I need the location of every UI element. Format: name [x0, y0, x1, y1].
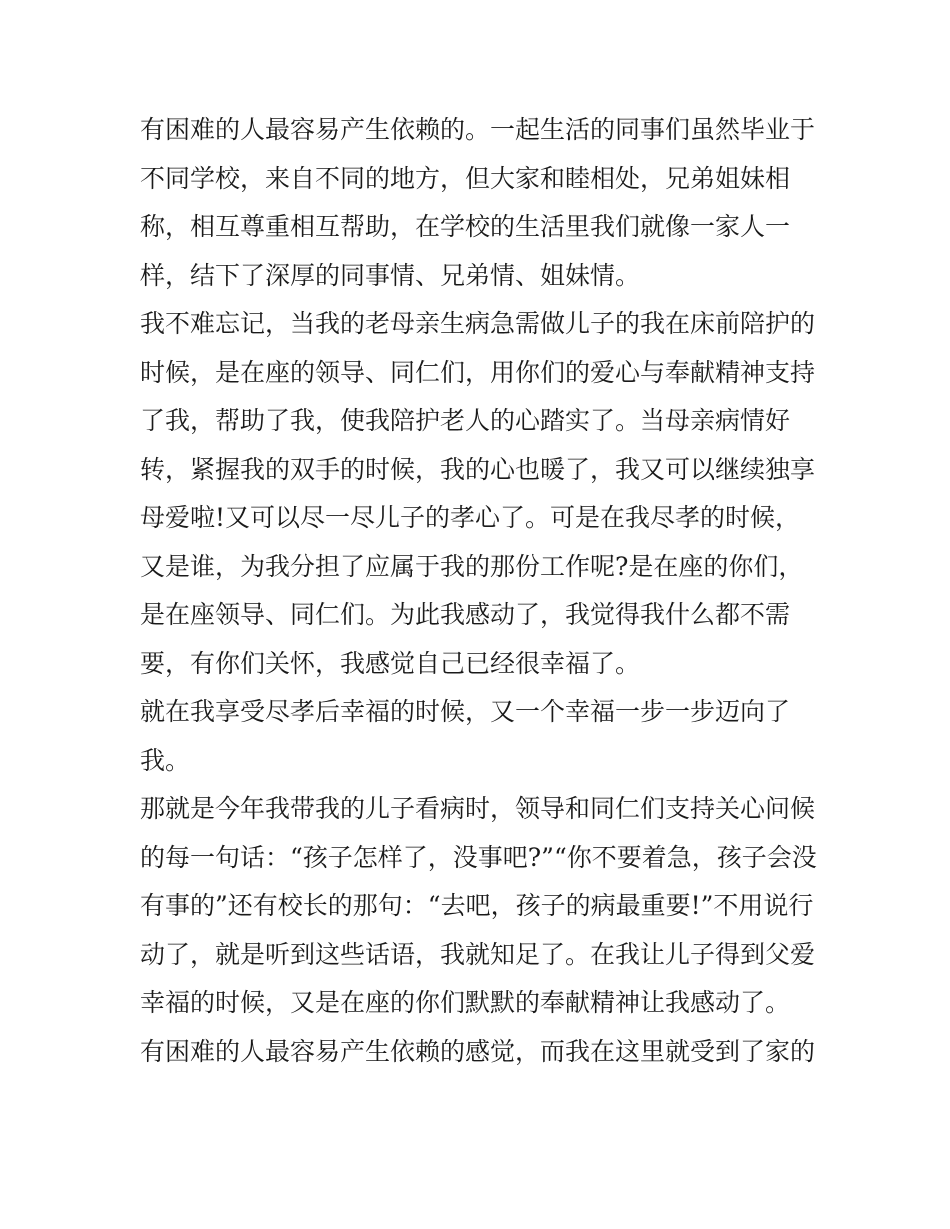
text-line: 有困难的人最容易产生依赖的。一起生活的同事们虽然毕业于 — [140, 115, 816, 144]
text-line: 样，结下了深厚的同事情、兄弟情、姐妹情。 — [140, 260, 641, 290]
text-line: 时候，是在座的领导、同仁们，用你们的爱心与奉献精神支持 — [140, 357, 816, 387]
text-line: 动了，就是听到这些话语，我就知足了。在我让儿子得到父爱 — [140, 939, 816, 969]
text-line: 母爱啦!又可以尽一尽儿子的孝心了。可是在我尽孝的时候， — [140, 503, 801, 532]
text-line: 幸福的时候，又是在座的你们默默的奉献精神让我感动了。 — [140, 988, 791, 1017]
text-line: 是在座领导、同仁们。为此我感动了，我觉得我什么都不需 — [140, 600, 791, 629]
text-line: 有事的”还有校长的那句：“去吧，孩子的病最重要!”不用说行 — [140, 891, 814, 920]
text-line: 就在我享受尽孝后幸福的时候，又一个幸福一步一步迈向了 — [140, 697, 791, 726]
text-line: 那就是今年我带我的儿子看病时，领导和同仁们支持关心问候 — [140, 794, 816, 823]
text-line: 不同学校，来自不同的地方，但大家和睦相处，兄弟姐妹相 — [140, 163, 791, 193]
text-line: 转，紧握我的双手的时候，我的心也暖了，我又可以继续独享 — [140, 454, 816, 484]
text-line: 的每一句话：“孩子怎样了，没事吧?”“你不要着急，孩子会没 — [140, 842, 817, 872]
text-line: 称，相互尊重相互帮助，在学校的生活里我们就像一家人一 — [140, 212, 791, 241]
body-text — [140, 106, 820, 1076]
text-line: 又是谁，为我分担了应属于我的那份工作呢?是在座的你们， — [140, 551, 804, 581]
text-line: 我不难忘记，当我的老母亲生病急需做儿子的我在床前陪护的 — [140, 309, 816, 338]
text-line: 我。 — [140, 745, 191, 775]
text-line: 有困难的人最容易产生依赖的感觉，而我在这里就受到了家的 — [140, 1036, 816, 1066]
text-line: 要，有你们关怀，我感觉自己已经很幸福了。 — [140, 648, 641, 678]
text-line: 了我，帮助了我，使我陪护老人的心踏实了。当母亲病情好 — [140, 406, 791, 435]
